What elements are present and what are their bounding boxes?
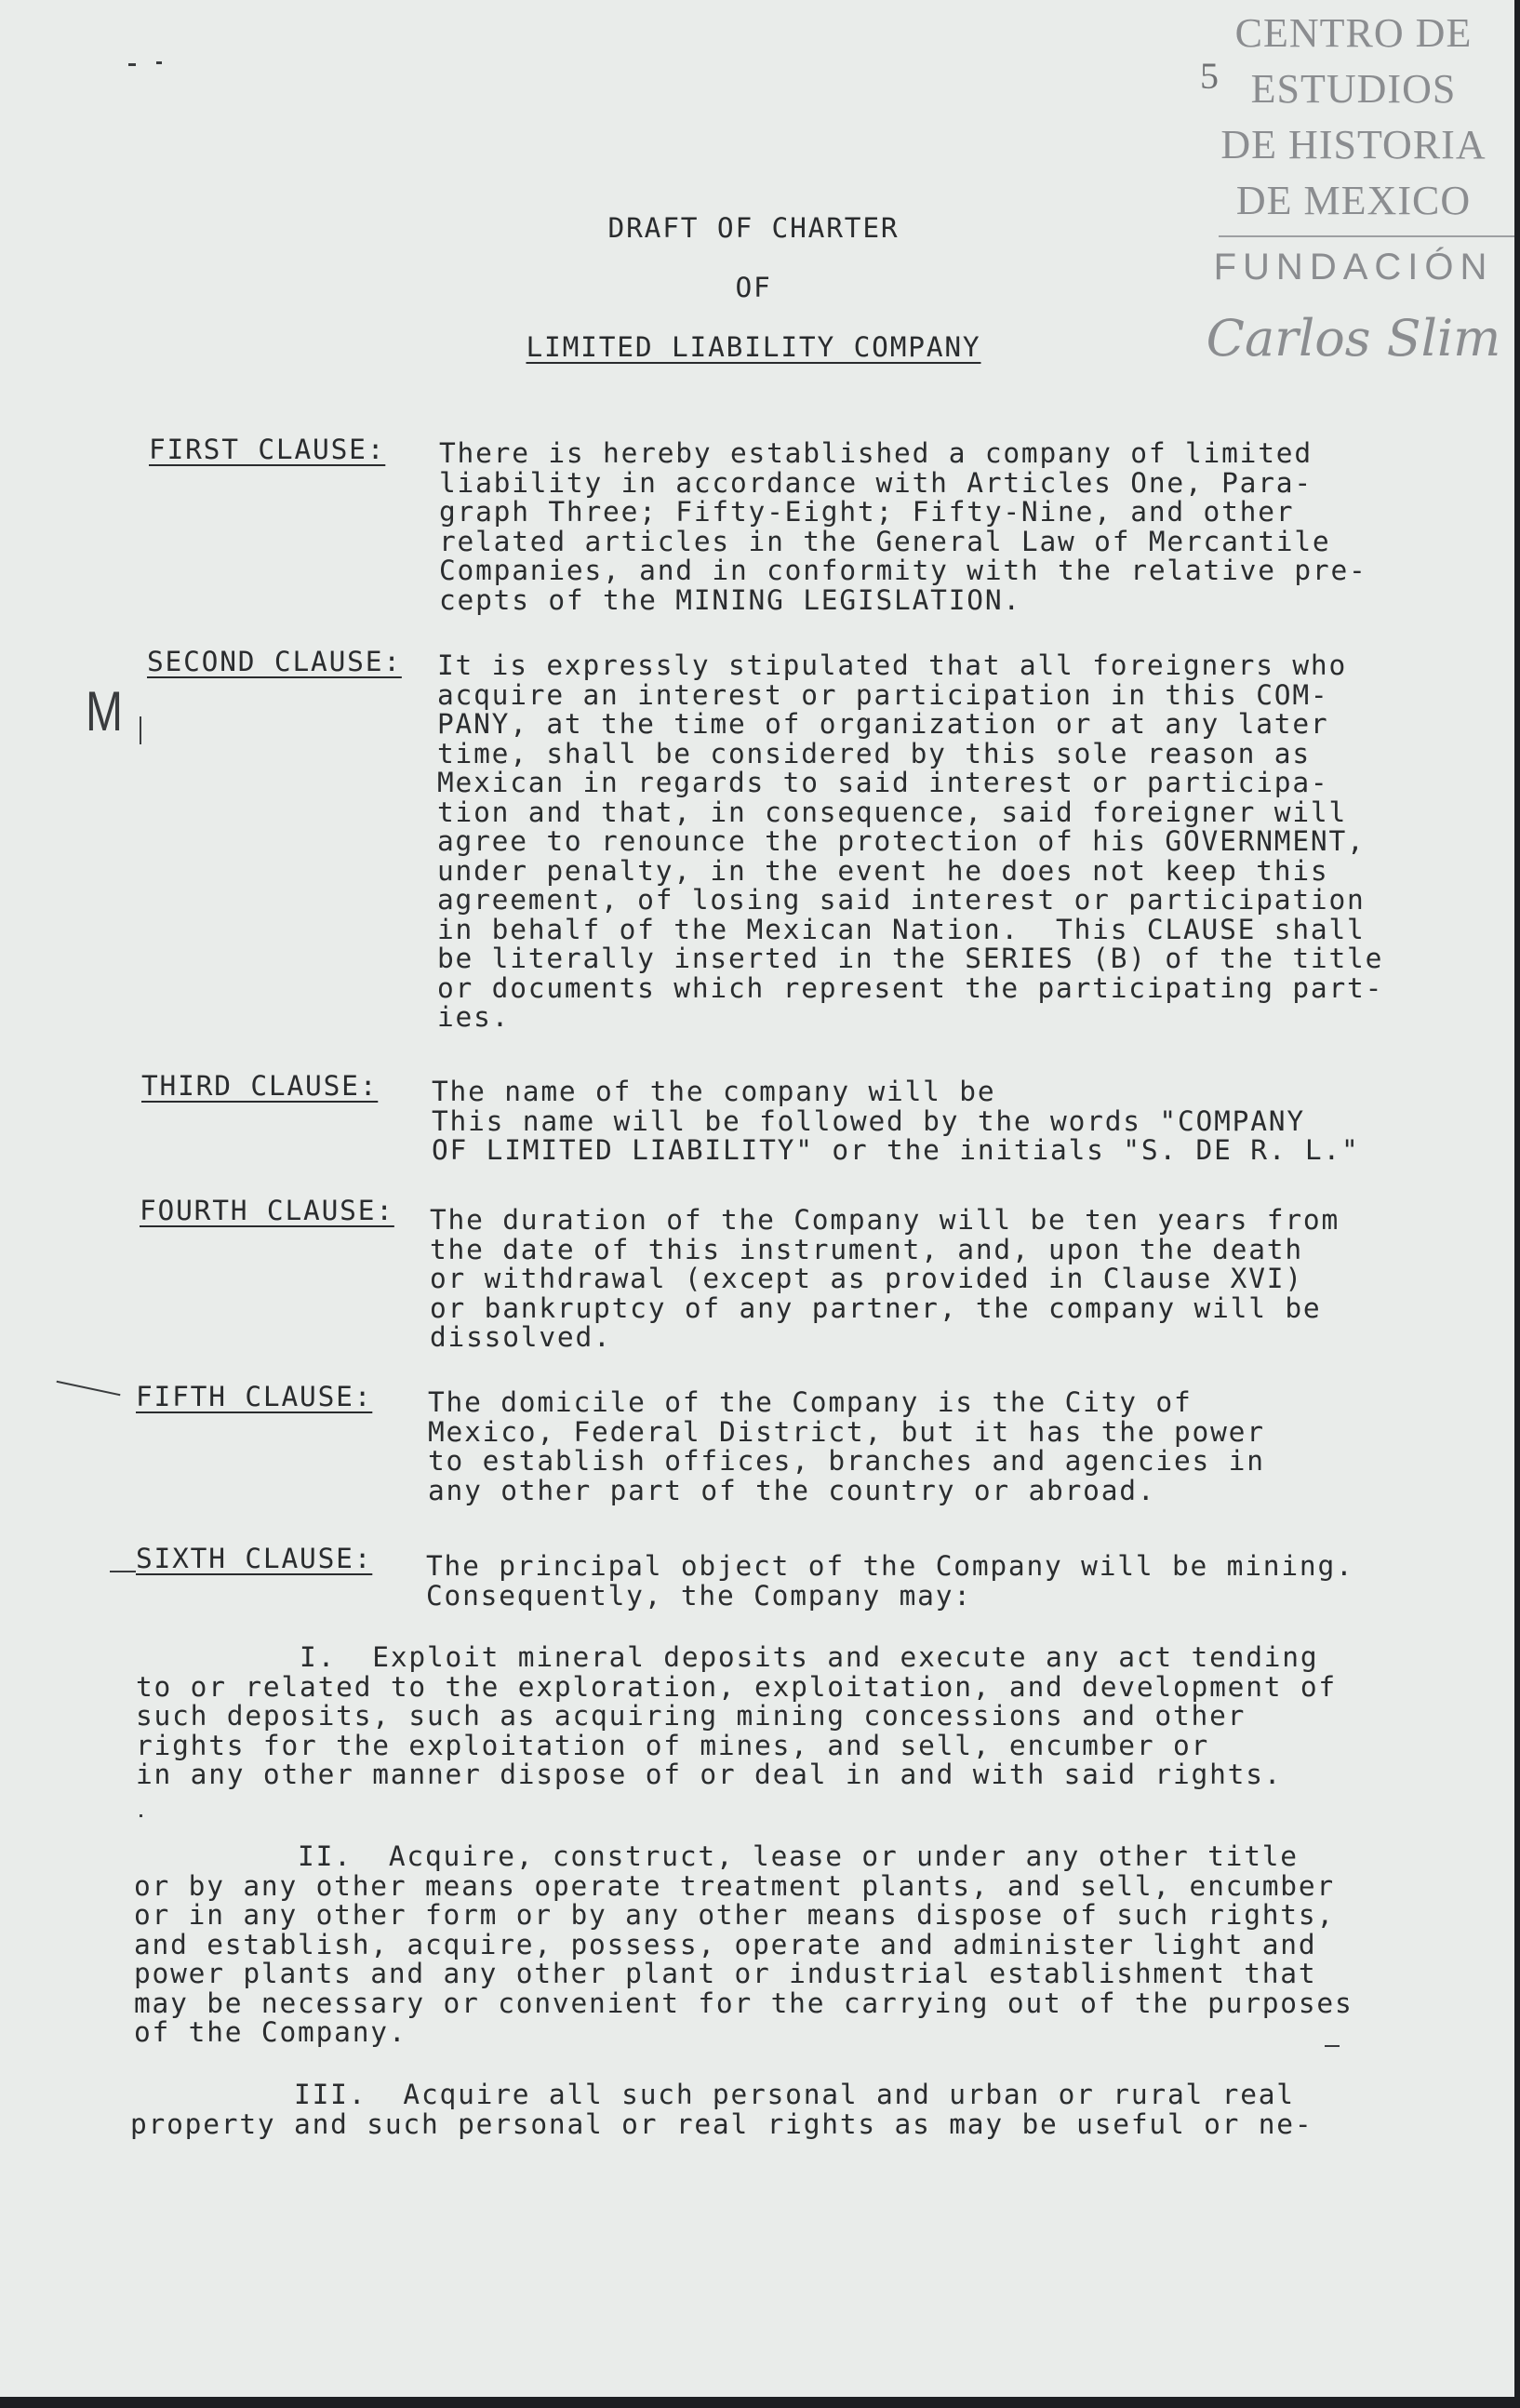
speck <box>140 1814 142 1817</box>
page-number: 5 <box>1200 55 1219 97</box>
stamp-signature: Carlos Slim <box>1206 309 1501 368</box>
margin-dash-right <box>1325 2045 1340 2047</box>
title-line-3: LIMITED LIABILITY COMPANY <box>526 331 981 363</box>
sixth-clause-label: SIXTH CLAUSE: <box>136 1543 373 1574</box>
first-clause-label: FIRST CLAUSE: <box>149 434 386 465</box>
third-clause-text: The name of the company will be This name will be followed by the words "COMPANY OF LIMITED LIABILITY" or the initials "S. DE R. L." <box>432 1076 1360 1166</box>
item-1-text: I. Exploit mineral deposits and execute any act tending to or related to the exploration, exploitation, and development of such deposits, such as acquiring mining concessions and other rights for the exploitation of mines, and sell, encumber or in any other manner dispose of or deal in and with said rights. <box>136 1641 1337 1790</box>
fourth-clause-label: FOURTH CLAUSE: <box>140 1195 394 1226</box>
second-clause-label: SECOND CLAUSE: <box>147 646 402 677</box>
margin-dash <box>110 1571 136 1572</box>
stamp-line-4: DE MEXICO <box>1235 178 1472 223</box>
speck-top <box>128 63 136 66</box>
stamp-line-2: ESTUDIOS <box>1250 66 1457 112</box>
speck-top-2 <box>156 61 162 64</box>
fifth-clause-label: FIFTH CLAUSE: <box>136 1381 373 1412</box>
margin-tick <box>140 716 141 744</box>
second-clause-text: It is expressly stipulated that all foreigners who acquire an interest or participation in this COM- PANY, at the time of organization or at any later time, shall be considered by this sole reason as Mexican in regards to said interest or participa- tion and that, in consequence, said foreigner will agree to renounce the protection of his GOVERNMENT, under penalty, in the event he does not keep this agreement, of losing said interest or participation in behalf of the Mexican Nation. This CLAUSE shall be literally inserted in the SERIES (B) of the title or documents which represent the participating part- ies. <box>437 649 1384 1033</box>
stamp-divider <box>1219 235 1514 237</box>
margin-note: M <box>86 680 123 742</box>
archive-stamp <box>1200 6 1507 368</box>
fifth-clause-text: The domicile of the Company is the City of Mexico, Federal District, but it has the power to establish offices, branches and agencies in any other part of the country or abroad. <box>428 1386 1265 1506</box>
third-clause-label: THIRD CLAUSE: <box>141 1070 379 1102</box>
sixth-clause-text: The principal object of the Company will be mining. Consequently, the Company may: <box>426 1550 1354 1612</box>
fourth-clause-text: The duration of the Company will be ten years from the date of this instrument, and, upon the death or withdrawal (except as provided in Clause XVI) or bankruptcy of any partner, the company will be dissolved. <box>430 1204 1340 1353</box>
margin-stroke <box>57 1381 121 1397</box>
stamp-line-1: CENTRO DE <box>1234 10 1473 56</box>
first-clause-text: There is hereby established a company of limited liability in accordance with Articles One, Para- graph Three; Fifty-Eight; Fifty-Nine, and other related articles in the General Law of Mercantile Companies, and in conformity with the relative pre- cepts of the MINING LEGISLATION. <box>439 437 1367 616</box>
item-3-text: III. Acquire all such personal and urban or rural real property and such personal or real rights as may be useful or ne- <box>130 2079 1313 2140</box>
stamp-foundation: FUNDACIÓN <box>1213 247 1494 288</box>
title-line-2: OF <box>735 272 772 303</box>
stamp-line-3: DE HISTORIA <box>1220 122 1487 167</box>
item-2-text: II. Acquire, construct, lease or under any other title or by any other means operate treatment plants, and sell, encumber or in any other form or by any other means dispose of such rights, and establish, acquire, possess, operate and administer light and power plants and any other plant or industrial establishment that may be necessary or convenient for the carrying out of the purposes of the Company. <box>134 1840 1353 2048</box>
title-line-1: DRAFT OF CHARTER <box>607 212 900 244</box>
